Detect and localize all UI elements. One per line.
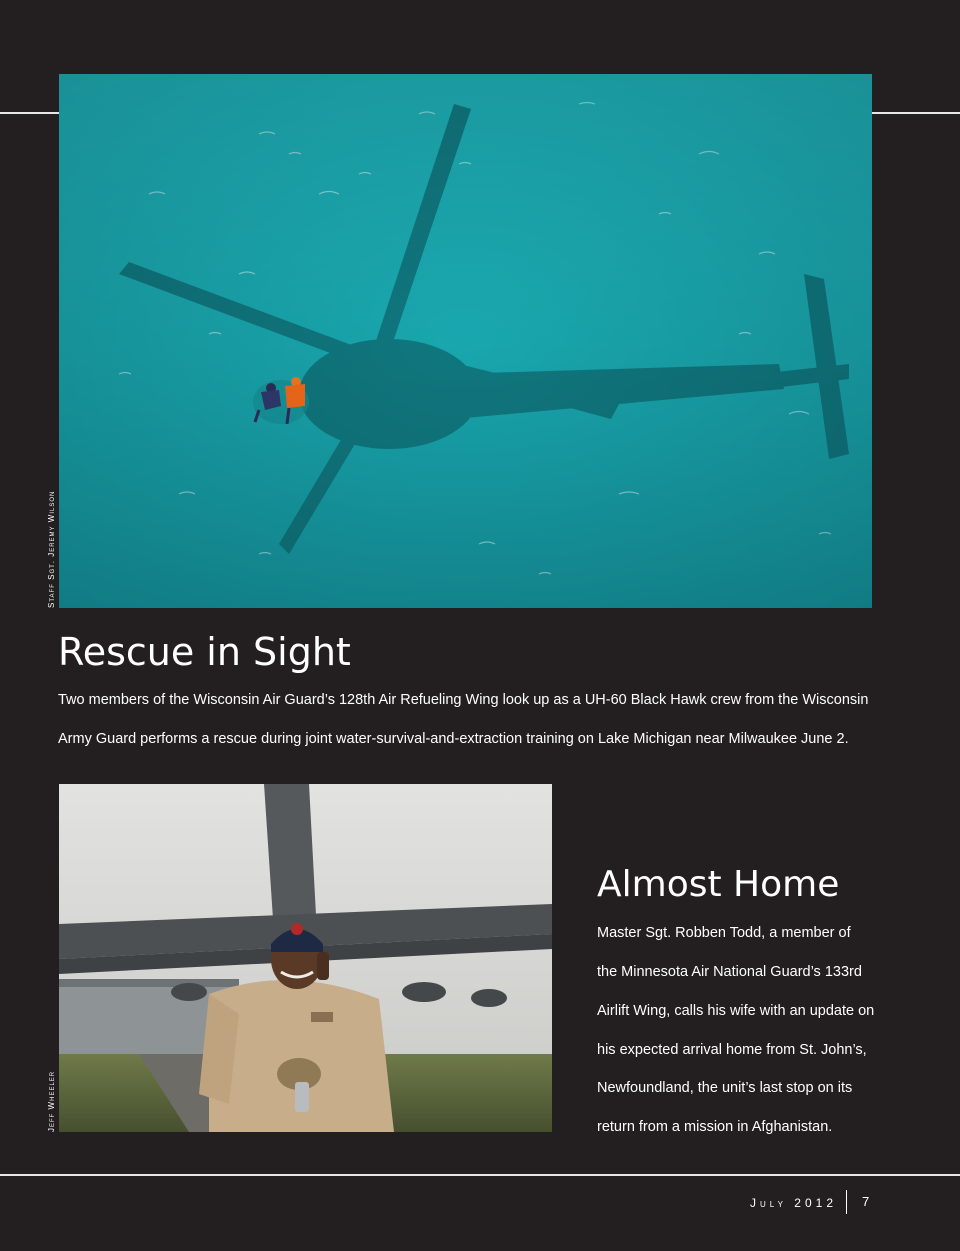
rescue-headline: Rescue in Sight (58, 630, 351, 674)
home-caption-line: his expected arrival home from St. John’s, (597, 1042, 867, 1058)
bottom-rule (0, 1174, 960, 1176)
footer-divider (846, 1190, 847, 1214)
rescue-caption-line: Two members of the Wisconsin Air Guard’s 128th Air Refueling Wing look up as a UH-60 Black Hawk crew from the Wisconsin (58, 692, 869, 708)
home-caption-line: Newfoundland, the unit’s last stop on its (597, 1080, 853, 1096)
home-caption-line: Airlift Wing, calls his wife with an update on (597, 1003, 875, 1019)
home-caption-line: the Minnesota Air National Guard’s 133rd (597, 964, 862, 980)
airman-photo-image (59, 784, 552, 1132)
rescue-caption-line: Army Guard performs a rescue during joint water-survival-and-extraction training on Lake Michigan near Milwaukee June 2. (58, 731, 849, 747)
rescue-photo-credit: Staff Sgt. Jeremy Wilson (47, 490, 56, 608)
home-caption-line: return from a mission in Afghanistan. (597, 1119, 833, 1135)
airman-photo (59, 784, 552, 1132)
rescue-photo (59, 74, 872, 608)
issue-date: July 2012 (750, 1196, 837, 1210)
home-caption-line: Master Sgt. Robben Todd, a member of (597, 925, 851, 941)
home-headline: Almost Home (597, 864, 840, 905)
airman-photo-credit: Jeff Wheeler (47, 1070, 56, 1132)
page-number: 7 (862, 1194, 870, 1209)
rescue-photo-image (59, 74, 872, 608)
top-rule-left (0, 112, 60, 114)
top-rule-right (872, 112, 960, 114)
